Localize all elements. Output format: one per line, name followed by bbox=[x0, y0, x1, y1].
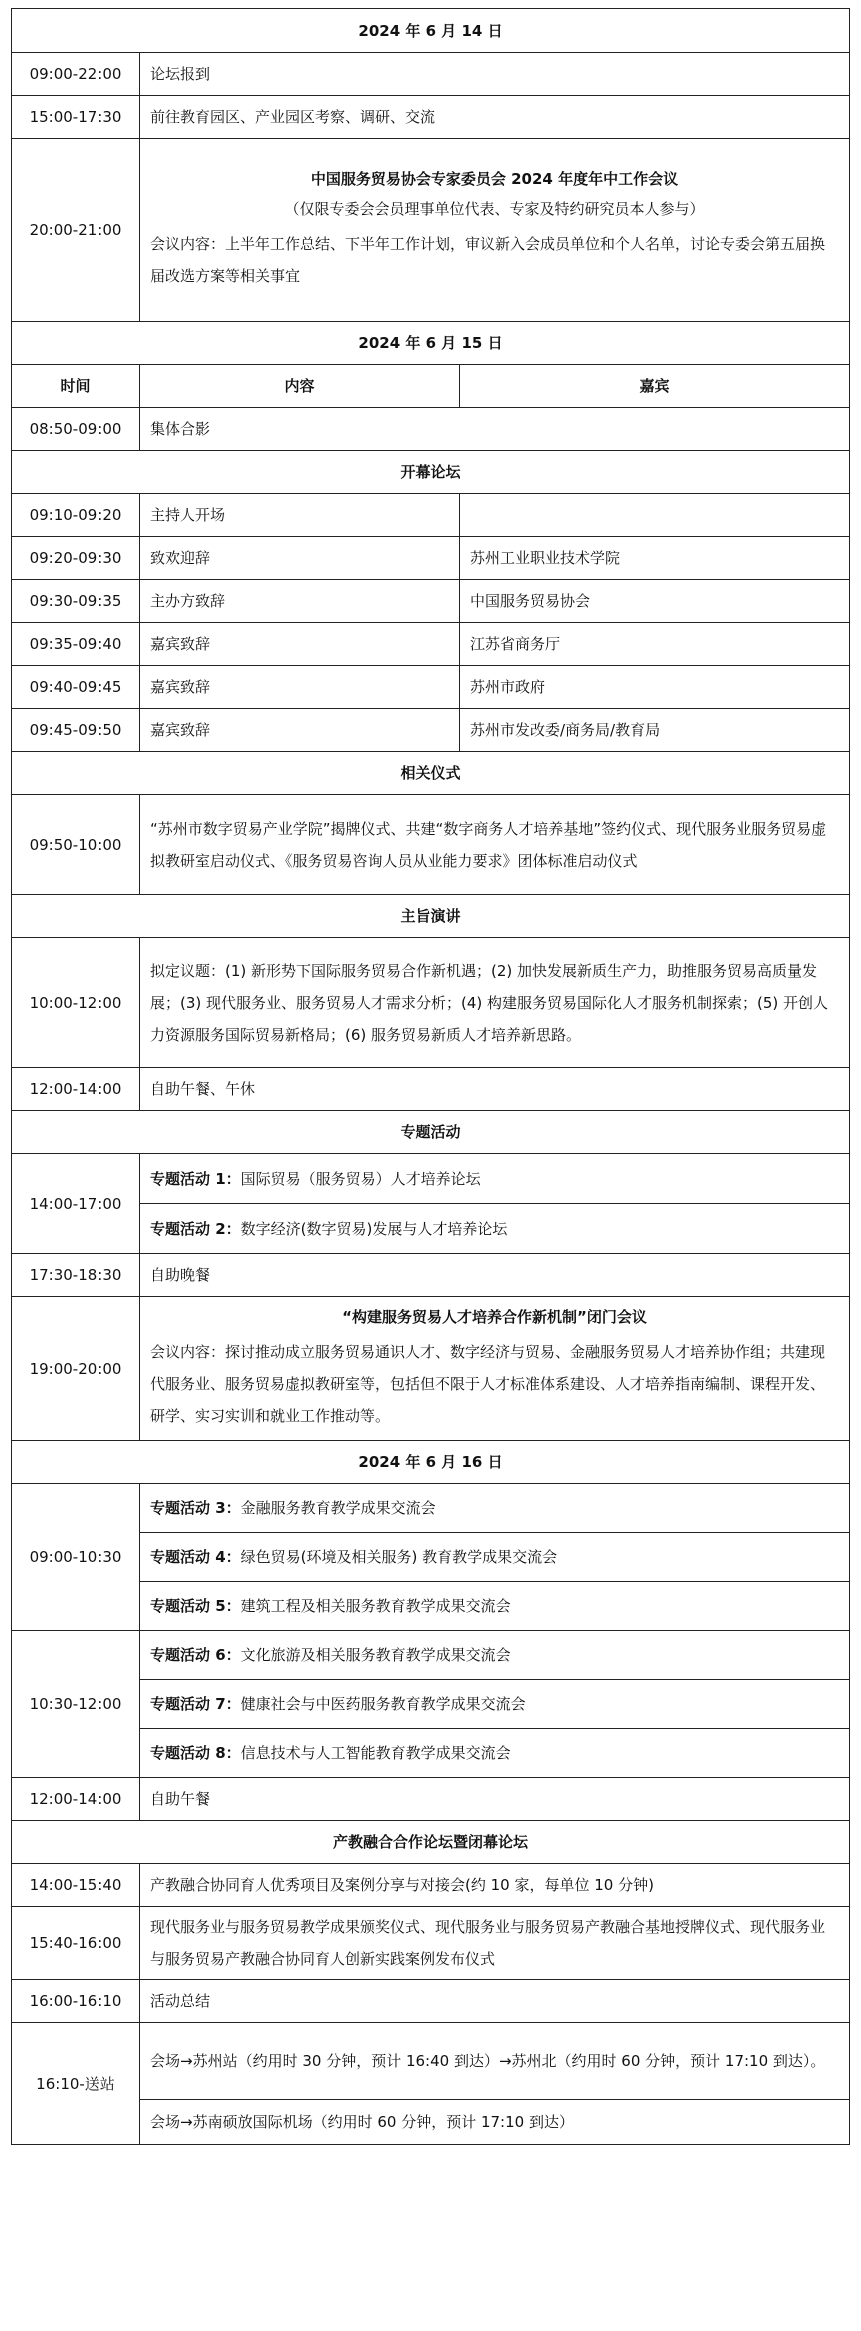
list-item bbox=[140, 1582, 849, 1630]
row-content: 集体合影 bbox=[140, 408, 850, 451]
row-content bbox=[140, 1907, 850, 1980]
list-item bbox=[140, 1204, 849, 1253]
table-row bbox=[12, 1980, 850, 2023]
list-item bbox=[140, 1680, 849, 1729]
topic-label: 专题活动 6： bbox=[150, 1646, 241, 1664]
ceremony-text: “苏州市数字贸易产业学院”揭牌仪式、共建“数字商务人才培养基地”签约仪式、现代服务业服务贸易虚拟教研室启动仪式、《服务贸易咨询人员从业能力要求》团体标准启动仪式 bbox=[150, 819, 827, 870]
row-time: 09:30-09:35 bbox=[12, 580, 140, 623]
row-time: 20:00-21:00 bbox=[12, 139, 140, 322]
day2-header-row bbox=[12, 322, 850, 365]
day3-date: 2024 年 6 月 16 日 bbox=[12, 1441, 850, 1484]
row-content-text: 现代服务业与服务贸易教学成果颁奖仪式、现代服务业与服务贸易产教融合基地授牌仪式、现代服务业与服务贸易产教融合协同育人创新实践案例发布仪式 bbox=[150, 1918, 826, 1968]
schedule-sheet bbox=[11, 8, 849, 2145]
table-row bbox=[12, 1068, 850, 1111]
row-time: 10:30-12:00 bbox=[12, 1631, 140, 1778]
header-guest: 嘉宾 bbox=[460, 365, 850, 408]
table-row bbox=[12, 580, 850, 623]
topic-text: 绿色贸易(环境及相关服务) 教育教学成果交流会 bbox=[240, 1548, 558, 1566]
topic-label: 专题活动 7： bbox=[150, 1695, 241, 1713]
topic-text: 健康社会与中医药服务教育教学成果交流会 bbox=[240, 1695, 526, 1713]
schedule-table bbox=[11, 8, 850, 2145]
row-time: 15:40-16:00 bbox=[12, 1907, 140, 1980]
row-time: 16:00-16:10 bbox=[12, 1980, 140, 2023]
table-row bbox=[12, 53, 850, 96]
row-guest: 苏州市发改委/商务局/教育局 bbox=[460, 709, 850, 752]
topics-row bbox=[12, 1484, 850, 1631]
topic-text: 数字经济(数字贸易)发展与人才培养论坛 bbox=[240, 1219, 508, 1238]
keynote-row bbox=[12, 938, 850, 1068]
topic-text: 建筑工程及相关服务教育教学成果交流会 bbox=[240, 1597, 511, 1615]
topic-label: 专题活动 5： bbox=[150, 1597, 241, 1615]
row-time: 09:35-09:40 bbox=[12, 623, 140, 666]
day1-date: 2024 年 6 月 14 日 bbox=[12, 9, 850, 53]
transfer-route: 会场→苏州站（约用时 30 分钟，预计 16:40 到达）→苏州北（约用时 60 分钟，预计 17:10 到达）。 bbox=[150, 2052, 826, 2070]
list-item bbox=[140, 2100, 849, 2144]
topics-cell bbox=[140, 1154, 850, 1254]
keynote-title: 主旨演讲 bbox=[12, 895, 850, 938]
opening-title: 开幕论坛 bbox=[12, 451, 850, 494]
table-row bbox=[12, 408, 850, 451]
meeting-note: （仅限专委会会员理事单位代表、专家及特约研究员本人参与） bbox=[284, 200, 705, 218]
row-guest: 江苏省商务厅 bbox=[460, 623, 850, 666]
day2-date: 2024 年 6 月 15 日 bbox=[12, 322, 850, 365]
row-time: 10:00-12:00 bbox=[12, 938, 140, 1068]
day1-header-row bbox=[12, 9, 850, 53]
list-item bbox=[140, 1631, 849, 1680]
topics-row bbox=[12, 1631, 850, 1778]
row-content: 主持人开场 bbox=[140, 494, 460, 537]
row-content: 嘉宾致辞 bbox=[140, 666, 460, 709]
transfer-route: 会场→苏南硕放国际机场（约用时 60 分钟，预计 17:10 到达） bbox=[150, 2113, 574, 2131]
row-content: 自助午餐、午休 bbox=[140, 1068, 850, 1111]
row-time: 09:50-10:00 bbox=[12, 795, 140, 895]
table-row bbox=[12, 494, 850, 537]
closing-title: 产教融合合作论坛暨闭幕论坛 bbox=[12, 1821, 850, 1864]
row-content: 嘉宾致辞 bbox=[140, 709, 460, 752]
section-header-row bbox=[12, 895, 850, 938]
table-row bbox=[12, 1254, 850, 1297]
topic-label: 专题活动 4： bbox=[150, 1548, 241, 1566]
row-time: 09:00-22:00 bbox=[12, 53, 140, 96]
ceremony-content bbox=[140, 795, 850, 895]
section-header-row bbox=[12, 1821, 850, 1864]
keynote-text: 拟定议题：(1) 新形势下国际服务贸易合作新机遇；(2) 加快发展新质生产力，助推服务贸易高质量发展；(3) 现代服务业、服务贸易人才需求分析；(4) 构建服务贸易国际化人才服务机制探索；(5) 开创人力资源服务国际贸易新格局；(6) 服务贸易新质人才培养新思路。 bbox=[150, 961, 829, 1044]
topic-label: 专题活动 2： bbox=[150, 1219, 241, 1238]
row-guest bbox=[460, 494, 850, 537]
table-row bbox=[12, 537, 850, 580]
row-time: 19:00-20:00 bbox=[12, 1297, 140, 1441]
annual-meeting-cell bbox=[140, 139, 850, 322]
table-row bbox=[12, 709, 850, 752]
row-time: 12:00-14:00 bbox=[12, 1778, 140, 1821]
day3-header-row bbox=[12, 1441, 850, 1484]
topic-label: 专题活动 1： bbox=[150, 1169, 241, 1188]
row-time: 12:00-14:00 bbox=[12, 1068, 140, 1111]
header-content: 内容 bbox=[140, 365, 460, 408]
row-time: 17:30-18:30 bbox=[12, 1254, 140, 1297]
transfer-cell bbox=[140, 2023, 850, 2145]
list-item bbox=[140, 2023, 849, 2100]
topic-label: 专题活动 3： bbox=[150, 1499, 241, 1517]
ceremony-row bbox=[12, 795, 850, 895]
topics-cell bbox=[140, 1631, 850, 1778]
row-time: 15:00-17:30 bbox=[12, 96, 140, 139]
row-content: 主办方致辞 bbox=[140, 580, 460, 623]
row-time: 09:40-09:45 bbox=[12, 666, 140, 709]
row-guest: 中国服务贸易协会 bbox=[460, 580, 850, 623]
row-time: 14:00-15:40 bbox=[12, 1864, 140, 1907]
topic-text: 文化旅游及相关服务教育教学成果交流会 bbox=[240, 1646, 511, 1664]
closed-meeting-cell bbox=[140, 1297, 850, 1441]
row-content: 产教融合协同育人优秀项目及案例分享与对接会(约 10 家，每单位 10 分钟) bbox=[140, 1864, 850, 1907]
section-header-row bbox=[12, 451, 850, 494]
table-row bbox=[12, 666, 850, 709]
row-content: 嘉宾致辞 bbox=[140, 623, 460, 666]
meeting-title: 中国服务贸易协会专家委员会 2024 年度年中工作会议 bbox=[310, 170, 679, 188]
row-content: 自助晚餐 bbox=[140, 1254, 850, 1297]
list-item bbox=[140, 1533, 849, 1582]
topic-text: 金融服务教育教学成果交流会 bbox=[240, 1499, 436, 1517]
row-time: 09:20-09:30 bbox=[12, 537, 140, 580]
row-time: 09:45-09:50 bbox=[12, 709, 140, 752]
table-row bbox=[12, 1907, 850, 1980]
list-item bbox=[140, 1484, 849, 1533]
closed-meeting-row bbox=[12, 1297, 850, 1441]
topic-label: 专题活动 8： bbox=[150, 1744, 241, 1762]
table-row bbox=[12, 1778, 850, 1821]
topic-text: 信息技术与人工智能教育教学成果交流会 bbox=[240, 1744, 511, 1762]
topics-cell bbox=[140, 1484, 850, 1631]
list-item bbox=[140, 1729, 849, 1777]
section-header-row bbox=[12, 1111, 850, 1154]
row-time: 08:50-09:00 bbox=[12, 408, 140, 451]
table-row bbox=[12, 96, 850, 139]
meeting-body: 会议内容：上半年工作总结、下半年工作计划，审议新入会成员单位和个人名单，讨论专委会第五届换届改选方案等相关事宜 bbox=[150, 235, 826, 285]
annual-meeting-row bbox=[12, 139, 850, 322]
column-header-row bbox=[12, 365, 850, 408]
list-item bbox=[140, 1154, 849, 1204]
row-guest: 苏州市政府 bbox=[460, 666, 850, 709]
row-content: 论坛报到 bbox=[140, 53, 850, 96]
row-content: 致欢迎辞 bbox=[140, 537, 460, 580]
closed-meeting-title: “构建服务贸易人才培养合作新机制”闭门会议 bbox=[342, 1307, 647, 1326]
row-content: 自助午餐 bbox=[140, 1778, 850, 1821]
closed-meeting-body: 会议内容：探讨推动成立服务贸易通识人才、数字经济与贸易、金融服务贸易人才培养协作组；共建现代服务业、服务贸易虚拟教研室等，包括但不限于人才标准体系建设、人才培养指南编制、课程开发、研学、实习实训和就业工作推动等。 bbox=[150, 1342, 826, 1425]
transfer-row bbox=[12, 2023, 850, 2145]
topics-row bbox=[12, 1154, 850, 1254]
topics-title: 专题活动 bbox=[12, 1111, 850, 1154]
row-content: 前往教育园区、产业园区考察、调研、交流 bbox=[140, 96, 850, 139]
row-time: 09:00-10:30 bbox=[12, 1484, 140, 1631]
row-content: 活动总结 bbox=[140, 1980, 850, 2023]
table-row bbox=[12, 623, 850, 666]
section-header-row bbox=[12, 752, 850, 795]
header-time: 时间 bbox=[12, 365, 140, 408]
row-time: 09:10-09:20 bbox=[12, 494, 140, 537]
keynote-content bbox=[140, 938, 850, 1068]
row-guest: 苏州工业职业技术学院 bbox=[460, 537, 850, 580]
row-time: 14:00-17:00 bbox=[12, 1154, 140, 1254]
table-row bbox=[12, 1864, 850, 1907]
topic-text: 国际贸易（服务贸易）人才培养论坛 bbox=[240, 1169, 481, 1188]
ceremony-title: 相关仪式 bbox=[12, 752, 850, 795]
row-time: 16:10-送站 bbox=[12, 2023, 140, 2145]
